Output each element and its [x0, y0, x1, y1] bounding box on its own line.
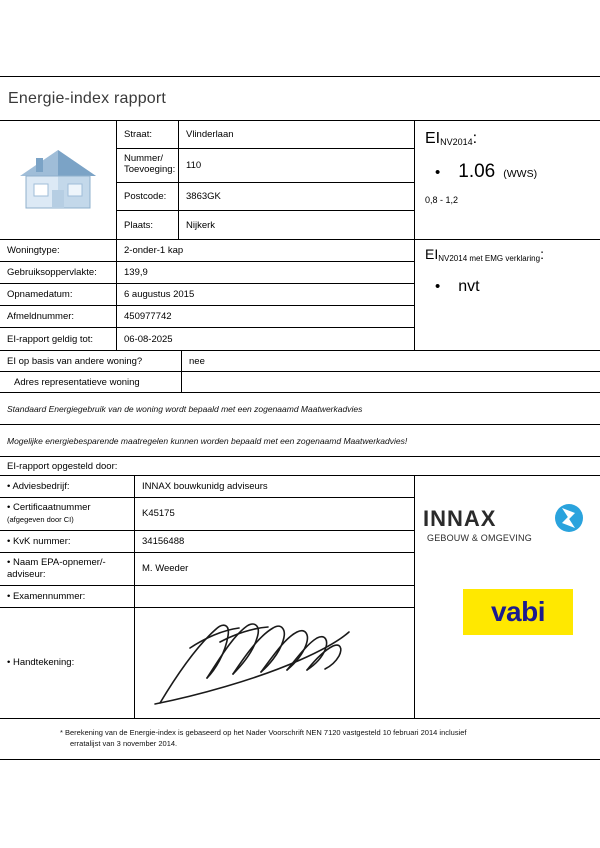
- value-geldig-tot: 06-08-2025: [124, 333, 173, 345]
- signature-image: [135, 608, 410, 716]
- address-value-street: Vlinderlaan: [186, 129, 234, 140]
- table-row: [0, 553, 414, 586]
- emg-heading-text: EI: [425, 246, 439, 262]
- label-examennummer: • Examennummer:: [0, 586, 135, 607]
- value-naam-epa-opnemer: M. Weeder: [142, 563, 189, 575]
- prepared-by-table: [0, 476, 415, 718]
- footnote: [0, 718, 600, 760]
- emg-value: nvt: [458, 278, 480, 295]
- address-value-number: 110: [186, 160, 202, 171]
- label-afmeldnummer: Afmeldnummer:: [0, 306, 117, 327]
- ei-heading-colon: :: [472, 130, 478, 147]
- table-row: [0, 498, 414, 531]
- label-handtekening: • Handtekening:: [0, 608, 135, 718]
- address-label-number: Nummer/ Toevoeging:: [117, 149, 179, 182]
- bullet-icon: •: [435, 278, 441, 295]
- energy-index-panel: [415, 121, 600, 239]
- address-table: [117, 121, 415, 239]
- label-adviesbedrijf: • Adviesbedrijf:: [0, 476, 135, 497]
- label-naam-epa-opnemer: [0, 553, 135, 585]
- ei-heading-text: EI: [425, 130, 441, 147]
- table-row: [0, 586, 414, 608]
- page-title: Energie-index rapport: [8, 89, 167, 107]
- emg-heading: [425, 247, 590, 261]
- energy-index-report: [0, 76, 600, 760]
- table-row: [0, 284, 414, 306]
- label-opnamedatum: Opnamedatum:: [0, 284, 117, 305]
- innax-wordmark: INNAX: [423, 506, 497, 531]
- prepared-by-block: [0, 476, 600, 718]
- bullet-icon: •: [435, 164, 441, 181]
- innax-tagline: GEBOUW & OMGEVING: [427, 533, 532, 543]
- report-title-row: [0, 77, 600, 121]
- signature-row: [0, 608, 414, 718]
- dwelling-details-table: [0, 240, 415, 350]
- dwelling-details-block: [0, 240, 600, 351]
- value-gebruiksoppervlakte: 139,9: [124, 267, 148, 278]
- innax-logo: [423, 506, 583, 543]
- prepared-by-header: EI-rapport opgesteld door:: [0, 457, 600, 476]
- label-kvk-nummer: • KvK nummer:: [0, 531, 135, 552]
- table-row: [0, 306, 414, 328]
- based-on-row: [0, 351, 600, 372]
- value-certificaatnummer: K45175: [142, 508, 175, 520]
- table-row: [117, 121, 414, 149]
- address-value-city: Nijkerk: [186, 219, 216, 231]
- value-ei-basis-andere-woning: nee: [189, 355, 205, 367]
- value-examennummer: [135, 586, 414, 607]
- innax-emblem-icon: [555, 504, 583, 532]
- table-row: [0, 262, 414, 284]
- address-label-street: Straat:: [117, 121, 179, 148]
- notice-standard-energy-use: Standaard Energiegebruik van de woning wordt bepaald met een zogenaamd Maatwerkadvies: [0, 393, 600, 425]
- house-icon: [16, 146, 100, 214]
- emg-value-row: [425, 278, 590, 296]
- table-row: [117, 183, 414, 211]
- table-row: [0, 531, 414, 553]
- notice-energy-saving-measures: Mogelijke energiebesparende maatregelen kunnen worden bepaald met een zogenaamd Maatwerkadvies!: [0, 425, 600, 457]
- label-woningtype: Woningtype:: [0, 240, 117, 261]
- value-woningtype: 2-onder-1 kap: [124, 245, 184, 256]
- representative-address-row: [0, 372, 600, 393]
- emg-heading-colon: :: [540, 246, 544, 262]
- emg-panel: [415, 240, 600, 350]
- footnote-line-2: erratalijst van 3 november 2014.: [70, 738, 178, 748]
- energy-index-unit: (WWS): [503, 168, 538, 180]
- label-naam-epa-opnemer-text: • Naam EPA-opnemer/-: [7, 556, 106, 568]
- vabi-logo: [463, 589, 573, 635]
- label-ei-basis-andere-woning: EI op basis van andere woning?: [0, 351, 182, 371]
- address-label-city: Plaats:: [117, 211, 179, 239]
- label-geldig-tot: EI-rapport geldig tot:: [0, 328, 117, 350]
- label-certificaatnummer-sub: (afgegeven door CI): [7, 514, 74, 524]
- vabi-wordmark: vabi: [490, 596, 546, 627]
- label-certificaatnummer: [0, 498, 135, 530]
- energy-index-heading: [425, 131, 590, 147]
- label-adres-representatieve-woning: Adres representatieve woning: [0, 372, 182, 392]
- address-value-postcode: 3863GK: [186, 191, 221, 202]
- table-row: [117, 211, 414, 239]
- ei-heading-subscript: NV2014: [440, 137, 473, 147]
- energy-index-value: 1.06: [458, 161, 496, 182]
- table-row: [117, 149, 414, 183]
- label-naam-epa-opnemer-sub: adviseur:: [7, 568, 46, 580]
- table-row: [0, 240, 414, 262]
- energy-index-value-row: [425, 161, 590, 183]
- top-block: [0, 121, 600, 240]
- label-certificaatnummer-text: • Certificaatnummer: [7, 502, 91, 513]
- value-afmeldnummer: 450977742: [124, 311, 172, 322]
- label-gebruiksoppervlakte: Gebruiksoppervlakte:: [0, 262, 117, 283]
- footnote-line-1: * Berekening van de Energie-index is gebaseerd op het Nader Voorschrift NEN 7120 vastgesteld 10 februari 2014 inclusief: [60, 727, 467, 737]
- table-row: [0, 328, 414, 350]
- value-adviesbedrijf: INNAX bouwkunidg adviseurs: [142, 481, 268, 492]
- value-kvk-nummer: 34156488: [142, 535, 185, 547]
- company-logos-cell: [415, 476, 600, 718]
- value-opnamedatum: 6 augustus 2015: [124, 289, 195, 300]
- house-illustration-cell: [0, 121, 117, 239]
- table-row: [0, 476, 414, 498]
- address-label-postcode: Postcode:: [117, 183, 179, 210]
- emg-heading-subscript: NV2014 met EMG verklaring: [438, 254, 541, 263]
- signature-cell: [135, 608, 414, 718]
- energy-index-range: 0,8 - 1,2: [425, 195, 459, 205]
